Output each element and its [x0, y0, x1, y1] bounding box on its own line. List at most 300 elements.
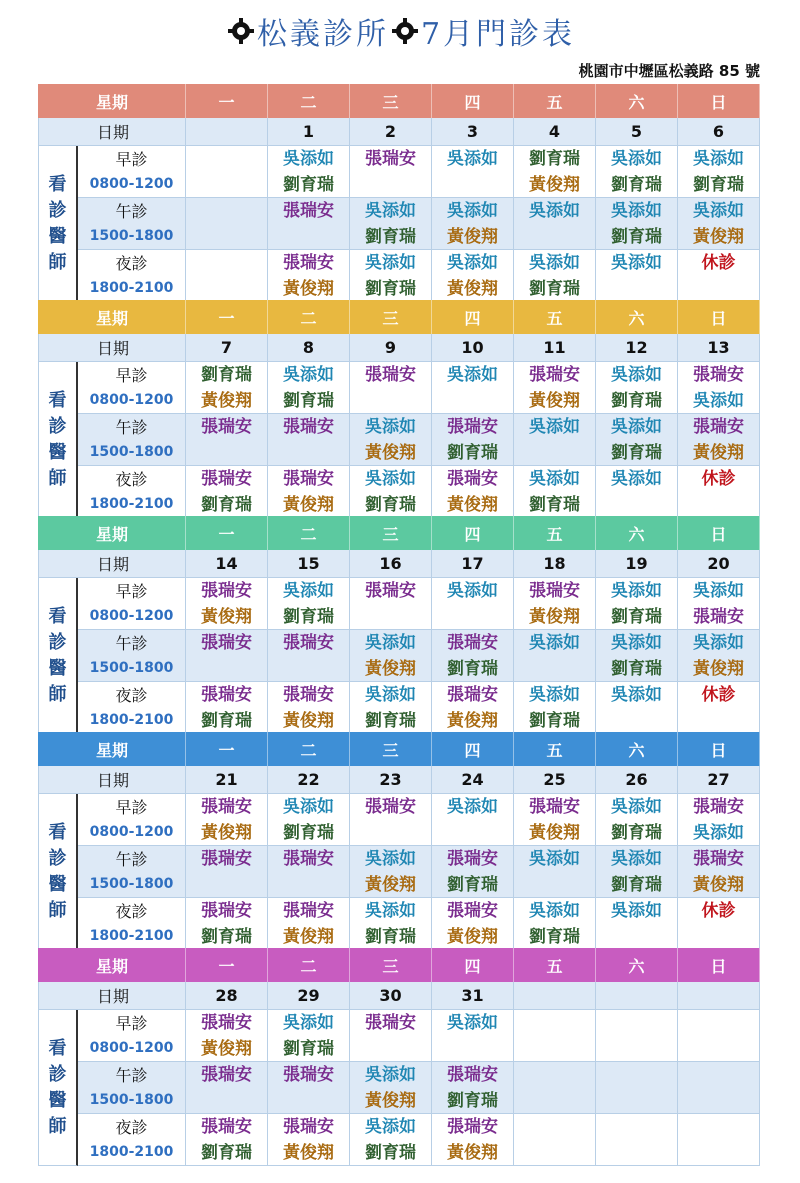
weekday-header [38, 732, 760, 766]
schedule-cell [350, 198, 432, 250]
doctor-name: 張瑞安 [283, 469, 334, 489]
doctor-name: 吳添如 [611, 633, 662, 653]
side-label-char: 看 [48, 821, 67, 843]
date-cell [514, 982, 596, 1010]
session-row [78, 1114, 760, 1166]
doctor-name: 劉育瑞 [283, 391, 334, 411]
schedule-cell [432, 198, 514, 250]
side-label-char: 看 [48, 1037, 67, 1059]
session-label [78, 198, 186, 250]
doctor-name: 張瑞安 [201, 849, 252, 869]
schedule-cell [514, 898, 596, 950]
side-label-char: 診 [48, 631, 67, 653]
side-label-char: 師 [48, 683, 67, 705]
schedule-cell [514, 846, 596, 898]
doctor-name: 吳添如 [283, 149, 334, 169]
weekday-cell: 二 [268, 300, 350, 334]
doctor-name: 張瑞安 [201, 633, 252, 653]
doctor-name: 黃俊翔 [283, 1143, 334, 1163]
schedule-cell [678, 466, 760, 518]
schedule-cell [432, 250, 514, 302]
doctor-name: 黃俊翔 [365, 443, 416, 463]
session-row [78, 250, 760, 302]
doctor-name: 吳添如 [611, 581, 662, 601]
session-name: 夜診 [115, 685, 148, 705]
doctor-name: 張瑞安 [529, 365, 580, 385]
session-name: 早診 [115, 797, 148, 817]
schedule-cell [432, 794, 514, 846]
doctor-name: 張瑞安 [447, 1065, 498, 1085]
doctor-name: 張瑞安 [283, 849, 334, 869]
doctor-name: 劉育瑞 [365, 711, 416, 731]
schedule-cell [350, 1114, 432, 1166]
schedule-cell [432, 414, 514, 466]
session-time: 0800-1200 [89, 391, 174, 408]
doctor-name: 吳添如 [611, 149, 662, 169]
side-label-char: 醫 [48, 873, 67, 895]
doctor-name: 黃俊翔 [283, 495, 334, 515]
doctor-name: 劉育瑞 [201, 495, 252, 515]
doctor-name: 吳添如 [529, 685, 580, 705]
doctor-name: 劉育瑞 [201, 711, 252, 731]
session-row [78, 362, 760, 414]
schedule-cell [678, 1010, 760, 1062]
schedule-cell [186, 1114, 268, 1166]
date-cell: 21 [186, 766, 268, 794]
doctor-name: 張瑞安 [693, 365, 744, 385]
schedule-cell [186, 1010, 268, 1062]
session-row [78, 682, 760, 734]
doctor-name: 吳添如 [529, 849, 580, 869]
doctor-name: 張瑞安 [201, 581, 252, 601]
date-label: 日期 [38, 334, 186, 362]
schedule-cell [268, 198, 350, 250]
schedule-cell [350, 250, 432, 302]
session-name: 夜診 [115, 1117, 148, 1137]
schedule-cell [432, 846, 514, 898]
schedule-cell [514, 250, 596, 302]
date-cell: 24 [432, 766, 514, 794]
date-cell: 27 [678, 766, 760, 794]
weekday-cell: 六 [596, 300, 678, 334]
session-row [78, 578, 760, 630]
weekday-label: 星期 [38, 516, 186, 550]
schedule-cell [186, 1062, 268, 1114]
schedule-cell [268, 1114, 350, 1166]
doctor-name: 吳添如 [611, 469, 662, 489]
doctor-name: 黃俊翔 [447, 279, 498, 299]
date-cell [678, 982, 760, 1010]
session-time: 1800-2100 [89, 711, 174, 728]
session-name: 午診 [115, 849, 148, 869]
schedule-cell [350, 630, 432, 682]
date-cell: 2 [350, 118, 432, 146]
weekday-cell: 四 [432, 516, 514, 550]
doctor-name: 張瑞安 [447, 685, 498, 705]
doctor-name: 張瑞安 [365, 1013, 416, 1033]
doctor-name: 張瑞安 [365, 581, 416, 601]
weekday-cell: 五 [514, 300, 596, 334]
date-cell [596, 982, 678, 1010]
weekday-cell: 日 [678, 300, 760, 334]
doctor-name: 劉育瑞 [529, 149, 580, 169]
date-row [38, 982, 760, 1010]
doctor-name: 黃俊翔 [283, 711, 334, 731]
schedule-cell [514, 466, 596, 518]
weekday-label: 星期 [38, 300, 186, 334]
doctor-name: 張瑞安 [693, 417, 744, 437]
session-name: 午診 [115, 1065, 148, 1085]
schedule-cell [596, 578, 678, 630]
doctor-name: 吳添如 [365, 201, 416, 221]
doctor-name: 吳添如 [365, 1065, 416, 1085]
side-label-char: 診 [48, 199, 67, 221]
schedule-cell [514, 1010, 596, 1062]
doctor-name: 張瑞安 [283, 1117, 334, 1137]
session-label [78, 682, 186, 734]
doctor-name: 劉育瑞 [447, 659, 498, 679]
session-row [78, 198, 760, 250]
clinic-address: 桃園市中壢區松義路 85 號 [578, 62, 760, 80]
doctor-name: 黃俊翔 [447, 495, 498, 515]
doctor-name: 吳添如 [365, 1117, 416, 1137]
weekday-header [38, 300, 760, 334]
schedule-cell [596, 1114, 678, 1166]
schedule-cell [350, 578, 432, 630]
session-time: 1800-2100 [89, 1143, 174, 1160]
schedule-title: 7月門診表 [420, 17, 576, 52]
doctor-side-label [38, 362, 78, 518]
doctor-name: 劉育瑞 [611, 443, 662, 463]
weekday-cell: 三 [350, 516, 432, 550]
session-time: 0800-1200 [89, 823, 174, 840]
doctor-name: 吳添如 [365, 633, 416, 653]
schedule-cell [186, 682, 268, 734]
doctor-name: 吳添如 [365, 253, 416, 273]
doctor-name: 吳添如 [693, 149, 744, 169]
doctor-name: 黃俊翔 [283, 279, 334, 299]
date-cell: 12 [596, 334, 678, 362]
session-name: 夜診 [115, 253, 148, 273]
date-row [38, 334, 760, 362]
session-name: 午診 [115, 201, 148, 221]
doctor-name: 劉育瑞 [611, 823, 662, 843]
doctor-name: 劉育瑞 [611, 659, 662, 679]
clinic-logo-icon [228, 18, 254, 44]
doctor-name: 劉育瑞 [201, 927, 252, 947]
session-row [78, 630, 760, 682]
date-label: 日期 [38, 550, 186, 578]
doctor-name: 張瑞安 [283, 253, 334, 273]
closed-label: 休診 [701, 685, 736, 705]
schedule-cell [432, 578, 514, 630]
weekday-header [38, 948, 760, 982]
session-label [78, 578, 186, 630]
doctor-name: 劉育瑞 [529, 927, 580, 947]
schedule-cell [432, 1010, 514, 1062]
side-label-char: 看 [48, 389, 67, 411]
side-label-char: 師 [48, 251, 67, 273]
schedule-cell [268, 414, 350, 466]
doctor-name: 吳添如 [611, 365, 662, 385]
side-label-char: 診 [48, 415, 67, 437]
side-label-char: 看 [48, 605, 67, 627]
schedule-cell [678, 1114, 760, 1166]
doctor-name: 劉育瑞 [283, 607, 334, 627]
doctor-name: 張瑞安 [447, 633, 498, 653]
side-label-char: 醫 [48, 657, 67, 679]
schedule-cell [432, 146, 514, 198]
doctor-name: 吳添如 [365, 849, 416, 869]
date-row [38, 766, 760, 794]
session-time: 0800-1200 [89, 175, 174, 192]
schedule-cell [186, 146, 268, 198]
doctor-name: 吳添如 [693, 633, 744, 653]
schedule-cell [268, 682, 350, 734]
weekday-cell: 六 [596, 732, 678, 766]
session-label [78, 1010, 186, 1062]
schedule-cell [596, 250, 678, 302]
weekday-cell: 六 [596, 84, 678, 118]
doctor-name: 劉育瑞 [611, 175, 662, 195]
schedule-cell [678, 198, 760, 250]
date-cell: 14 [186, 550, 268, 578]
doctor-name: 黃俊翔 [693, 443, 744, 463]
schedule-cell [596, 362, 678, 414]
doctor-side-label [38, 1010, 78, 1166]
date-cell: 28 [186, 982, 268, 1010]
doctor-name: 張瑞安 [283, 417, 334, 437]
schedule-cell [678, 414, 760, 466]
doctor-name: 張瑞安 [201, 1013, 252, 1033]
schedule-cell [432, 898, 514, 950]
weekday-cell: 一 [186, 300, 268, 334]
schedule-cell [596, 846, 678, 898]
schedule-cell [268, 146, 350, 198]
doctor-name: 劉育瑞 [283, 823, 334, 843]
date-row [38, 118, 760, 146]
session-name: 午診 [115, 633, 148, 653]
doctor-name: 黃俊翔 [529, 823, 580, 843]
doctor-name: 黃俊翔 [693, 227, 744, 247]
date-cell: 26 [596, 766, 678, 794]
doctor-name: 吳添如 [283, 365, 334, 385]
doctor-name: 張瑞安 [693, 849, 744, 869]
doctor-name: 劉育瑞 [201, 1143, 252, 1163]
doctor-name: 黃俊翔 [529, 391, 580, 411]
weekday-cell: 一 [186, 732, 268, 766]
session-row [78, 794, 760, 846]
session-time: 0800-1200 [89, 607, 174, 624]
doctor-name: 吳添如 [611, 201, 662, 221]
weekday-cell: 一 [186, 84, 268, 118]
doctor-name: 吳添如 [365, 685, 416, 705]
date-cell: 4 [514, 118, 596, 146]
date-cell: 16 [350, 550, 432, 578]
doctor-name: 吳添如 [447, 365, 498, 385]
doctor-name: 吳添如 [447, 253, 498, 273]
schedule-cell [432, 1062, 514, 1114]
side-label-char: 師 [48, 1115, 67, 1137]
schedule-cell [432, 682, 514, 734]
doctor-name: 黃俊翔 [201, 607, 252, 627]
schedule-cell [268, 898, 350, 950]
date-cell: 25 [514, 766, 596, 794]
session-time: 1500-1800 [89, 659, 174, 676]
date-cell: 20 [678, 550, 760, 578]
doctor-name: 劉育瑞 [447, 875, 498, 895]
session-label [78, 466, 186, 518]
schedule-cell [350, 794, 432, 846]
weekday-cell: 五 [514, 948, 596, 982]
session-row [78, 1010, 760, 1062]
doctor-name: 吳添如 [529, 633, 580, 653]
weekday-cell: 日 [678, 948, 760, 982]
doctor-name: 劉育瑞 [283, 1039, 334, 1059]
doctor-name: 黃俊翔 [447, 711, 498, 731]
schedule-cell [514, 146, 596, 198]
schedule-cell [678, 846, 760, 898]
schedule-cell [432, 466, 514, 518]
doctor-name: 吳添如 [693, 391, 744, 411]
doctor-name: 劉育瑞 [447, 443, 498, 463]
weekday-header [38, 84, 760, 118]
doctor-name: 吳添如 [283, 581, 334, 601]
date-cell: 13 [678, 334, 760, 362]
doctor-name: 劉育瑞 [529, 711, 580, 731]
session-label [78, 362, 186, 414]
doctor-name: 黃俊翔 [529, 607, 580, 627]
doctor-name: 張瑞安 [365, 797, 416, 817]
session-row [78, 466, 760, 518]
doctor-name: 吳添如 [529, 253, 580, 273]
schedule-cell [432, 1114, 514, 1166]
session-time: 1500-1800 [89, 227, 174, 244]
doctor-name: 張瑞安 [365, 365, 416, 385]
schedule-cell [514, 682, 596, 734]
schedule-cell [678, 146, 760, 198]
schedule-cell [432, 630, 514, 682]
doctor-side-label [38, 146, 78, 302]
doctor-name: 劉育瑞 [365, 227, 416, 247]
schedule-cell [350, 414, 432, 466]
schedule-cell [678, 682, 760, 734]
doctor-name: 黃俊翔 [447, 1143, 498, 1163]
doctor-name: 黃俊翔 [365, 1091, 416, 1111]
closed-label: 休診 [701, 253, 736, 273]
doctor-name: 劉育瑞 [529, 279, 580, 299]
doctor-name: 吳添如 [447, 149, 498, 169]
doctor-name: 張瑞安 [201, 1065, 252, 1085]
side-label-char: 師 [48, 467, 67, 489]
closed-label: 休診 [701, 469, 736, 489]
schedule-cell [186, 898, 268, 950]
doctor-name: 吳添如 [611, 253, 662, 273]
session-row [78, 1062, 760, 1114]
doctor-name: 吳添如 [611, 685, 662, 705]
doctor-name: 吳添如 [611, 417, 662, 437]
doctor-name: 吳添如 [693, 201, 744, 221]
schedule-cell [596, 1062, 678, 1114]
schedule-cell [268, 1062, 350, 1114]
doctor-name: 張瑞安 [693, 607, 744, 627]
session-label [78, 898, 186, 950]
doctor-name: 張瑞安 [201, 1117, 252, 1137]
doctor-name: 劉育瑞 [283, 175, 334, 195]
schedule-cell [268, 362, 350, 414]
schedule-cell [186, 362, 268, 414]
schedule-cell [350, 846, 432, 898]
weekday-label: 星期 [38, 732, 186, 766]
weekday-cell: 二 [268, 516, 350, 550]
doctor-name: 張瑞安 [447, 1117, 498, 1137]
doctor-name: 吳添如 [365, 469, 416, 489]
schedule-cell [350, 466, 432, 518]
doctor-name: 劉育瑞 [529, 495, 580, 515]
schedule-cell [186, 198, 268, 250]
schedule-cell [186, 250, 268, 302]
schedule-cell [514, 414, 596, 466]
session-name: 早診 [115, 365, 148, 385]
schedule-cell [514, 362, 596, 414]
weekday-cell: 五 [514, 732, 596, 766]
doctor-name: 張瑞安 [201, 417, 252, 437]
session-time: 1500-1800 [89, 875, 174, 892]
doctor-name: 黃俊翔 [201, 823, 252, 843]
doctor-name: 吳添如 [447, 1013, 498, 1033]
weekday-cell: 四 [432, 300, 514, 334]
schedule-cell [596, 630, 678, 682]
weekday-cell: 五 [514, 84, 596, 118]
schedule-cell [268, 794, 350, 846]
schedule-cell [678, 794, 760, 846]
doctor-name: 劉育瑞 [611, 227, 662, 247]
date-cell: 11 [514, 334, 596, 362]
schedule-cell [350, 1010, 432, 1062]
weekday-cell: 四 [432, 732, 514, 766]
date-cell: 18 [514, 550, 596, 578]
session-name: 早診 [115, 149, 148, 169]
weekday-cell: 三 [350, 300, 432, 334]
doctor-name: 張瑞安 [283, 1065, 334, 1085]
session-name: 夜診 [115, 469, 148, 489]
doctor-name: 劉育瑞 [365, 927, 416, 947]
date-cell: 29 [268, 982, 350, 1010]
schedule-cell [350, 1062, 432, 1114]
doctor-name: 黃俊翔 [447, 227, 498, 247]
doctor-name: 張瑞安 [201, 797, 252, 817]
doctor-name: 黃俊翔 [365, 875, 416, 895]
doctor-name: 張瑞安 [447, 849, 498, 869]
schedule-cell [514, 794, 596, 846]
schedule-cell [186, 794, 268, 846]
doctor-name: 張瑞安 [529, 797, 580, 817]
side-label-char: 診 [48, 847, 67, 869]
schedule-cell [350, 898, 432, 950]
doctor-name: 黃俊翔 [201, 391, 252, 411]
date-cell: 1 [268, 118, 350, 146]
date-cell: 5 [596, 118, 678, 146]
session-label [78, 146, 186, 198]
side-label-char: 醫 [48, 441, 67, 463]
date-cell [186, 118, 268, 146]
doctor-name: 吳添如 [447, 797, 498, 817]
clinic-logo-icon [392, 18, 418, 44]
schedule-cell [268, 578, 350, 630]
date-cell: 3 [432, 118, 514, 146]
session-time: 0800-1200 [89, 1039, 174, 1056]
side-label-char: 醫 [48, 225, 67, 247]
